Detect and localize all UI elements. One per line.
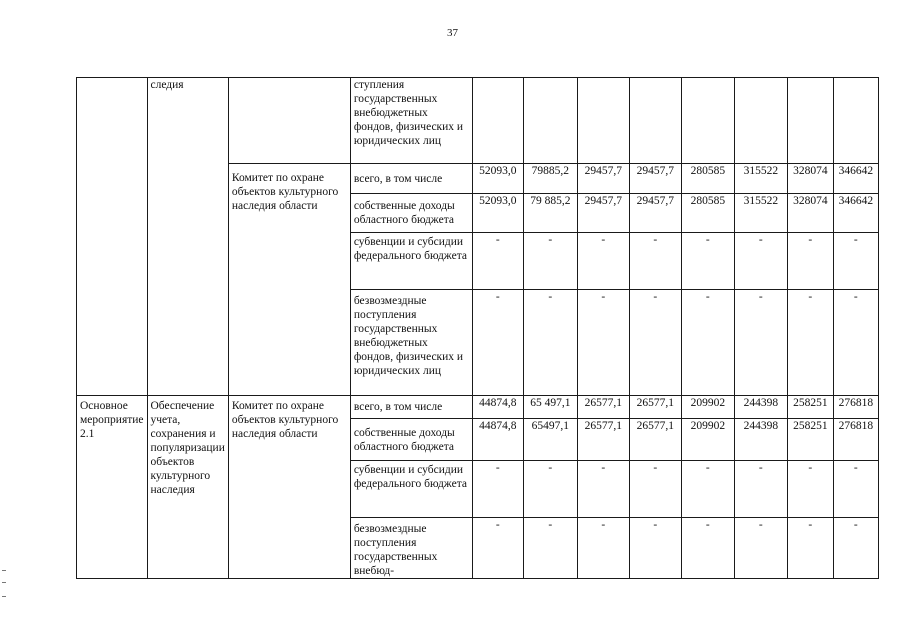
value-cell: 65 497,1 bbox=[523, 396, 577, 419]
margin-mark bbox=[2, 596, 6, 597]
value-cell: 26577,1 bbox=[577, 419, 629, 461]
value-cell: - bbox=[787, 290, 833, 396]
measure-name-cell: следия bbox=[147, 78, 228, 396]
value-cell: - bbox=[734, 461, 787, 518]
value-cell: 26577,1 bbox=[629, 396, 681, 419]
executor-cell: Комитет по охране объектов культурного наследия области bbox=[228, 396, 350, 579]
value-cell: - bbox=[681, 233, 734, 290]
margin-mark bbox=[2, 570, 6, 571]
value-cell: - bbox=[833, 461, 878, 518]
value-cell: - bbox=[681, 461, 734, 518]
source-cell: всего, в том числе bbox=[350, 164, 472, 194]
source-cell: субвенции и субсидии федерального бюджета bbox=[350, 461, 472, 518]
measure-cell: Основное мероприятие 2.1 bbox=[77, 396, 148, 579]
value-cell: 258251 bbox=[787, 419, 833, 461]
value-cell: - bbox=[629, 461, 681, 518]
value-cell: 44874,8 bbox=[472, 396, 523, 419]
value-cell: - bbox=[523, 518, 577, 579]
table-row bbox=[77, 396, 879, 419]
value-cell: 209902 bbox=[681, 419, 734, 461]
value-cell: 26577,1 bbox=[629, 419, 681, 461]
value-cell: 276818 bbox=[833, 396, 878, 419]
source-cell: субвенции и субсидии федерального бюджета bbox=[350, 233, 472, 290]
value-cell: 79885,2 bbox=[523, 164, 577, 194]
value-cell: 209902 bbox=[681, 396, 734, 419]
source-cell: безвозмездные поступления государственных внебюд- bbox=[350, 518, 472, 579]
value-cell: - bbox=[629, 290, 681, 396]
margin-mark bbox=[2, 582, 6, 583]
value-cell: 346642 bbox=[833, 164, 878, 194]
value-cell: 328074 bbox=[787, 164, 833, 194]
page-number: 37 bbox=[447, 27, 458, 39]
value-cell: - bbox=[577, 518, 629, 579]
executor-cell: Комитет по охране объектов культурного наследия области bbox=[228, 164, 350, 396]
value-cell: 65497,1 bbox=[523, 419, 577, 461]
value-cell: 29457,7 bbox=[629, 164, 681, 194]
value-cell: 52093,0 bbox=[472, 194, 523, 233]
value-cell: - bbox=[734, 233, 787, 290]
value-cell: 244398 bbox=[734, 419, 787, 461]
value-cell: 26577,1 bbox=[577, 396, 629, 419]
value-cell: - bbox=[472, 290, 523, 396]
value-cell: 79 885,2 bbox=[523, 194, 577, 233]
value-cell: 258251 bbox=[787, 396, 833, 419]
executor-cell-empty bbox=[228, 78, 350, 164]
source-cell: ступления государственных внебюджетных фондов, физических и юридических лиц bbox=[350, 78, 472, 164]
value-cell: - bbox=[577, 233, 629, 290]
value-cell: - bbox=[787, 461, 833, 518]
value-cell: 29457,7 bbox=[577, 194, 629, 233]
value-cell: 280585 bbox=[681, 194, 734, 233]
value-cell: 346642 bbox=[833, 194, 878, 233]
value-cell: 280585 bbox=[681, 164, 734, 194]
source-cell: собственные доходы областного бюджета bbox=[350, 419, 472, 461]
value-cell: - bbox=[833, 518, 878, 579]
value-cell: 52093,0 bbox=[472, 164, 523, 194]
value-cell: - bbox=[577, 290, 629, 396]
value-cell: - bbox=[629, 518, 681, 579]
value-cell: 328074 bbox=[787, 194, 833, 233]
value-cell: - bbox=[681, 518, 734, 579]
value-cell: - bbox=[629, 233, 681, 290]
value-cell: 44874,8 bbox=[472, 419, 523, 461]
value-cell: - bbox=[787, 233, 833, 290]
value-cell: - bbox=[472, 518, 523, 579]
measure-cell-empty bbox=[77, 78, 148, 396]
source-cell: собственные доходы областного бюджета bbox=[350, 194, 472, 233]
table-row bbox=[77, 78, 879, 164]
value-cell: - bbox=[472, 233, 523, 290]
measure-name-cell: Обеспечение учета, сохранения и популяризации объектов культурного наследия bbox=[147, 396, 228, 579]
value-cell: - bbox=[577, 461, 629, 518]
budget-table bbox=[76, 77, 879, 579]
value-cell: 315522 bbox=[734, 164, 787, 194]
value-cell: - bbox=[523, 290, 577, 396]
value-cell: 315522 bbox=[734, 194, 787, 233]
value-cell: 29457,7 bbox=[577, 164, 629, 194]
value-cell: - bbox=[734, 290, 787, 396]
value-cell: 244398 bbox=[734, 396, 787, 419]
value-cell: - bbox=[523, 233, 577, 290]
value-cell: 29457,7 bbox=[629, 194, 681, 233]
value-cell: - bbox=[833, 233, 878, 290]
value-cell: 276818 bbox=[833, 419, 878, 461]
value-cell: - bbox=[472, 461, 523, 518]
value-cell: - bbox=[787, 518, 833, 579]
value-cell: - bbox=[833, 290, 878, 396]
value-cell: - bbox=[734, 518, 787, 579]
value-cell: - bbox=[681, 290, 734, 396]
value-cell: - bbox=[523, 461, 577, 518]
source-cell: всего, в том числе bbox=[350, 396, 472, 419]
source-cell: безвозмездные поступления государственных внебюджетных фондов, физических и юридических лиц bbox=[350, 290, 472, 396]
